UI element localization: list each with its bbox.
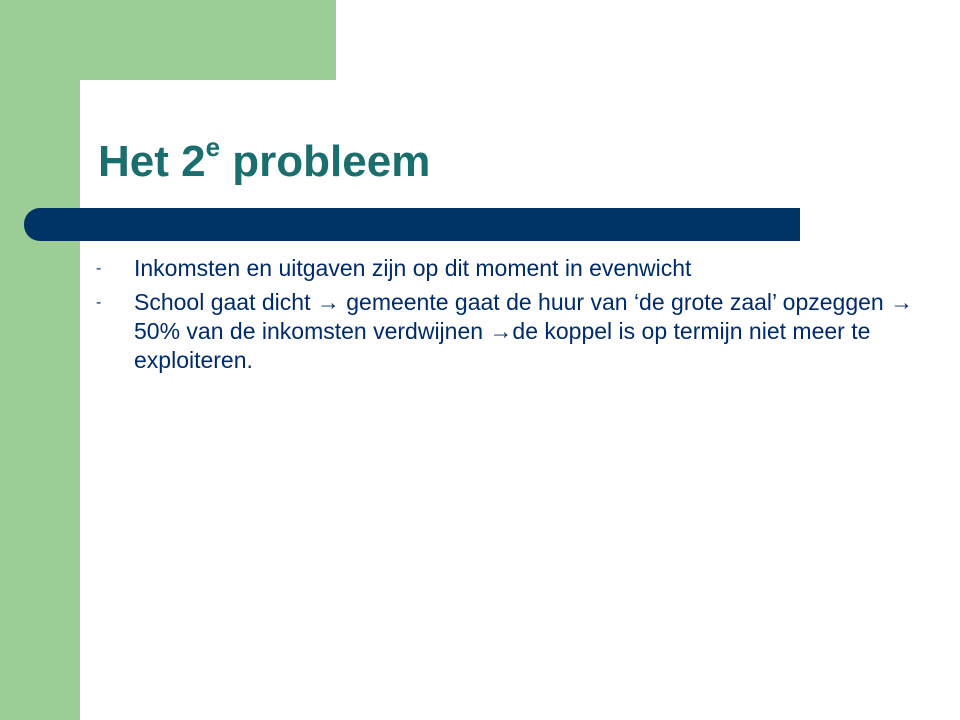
bullet-marker: - (96, 260, 102, 277)
bullet-marker: - (96, 294, 102, 311)
bullet-item-2 (96, 288, 916, 375)
bullet-text-part: School gaat dicht (134, 289, 317, 315)
arrow-right-icon: → (316, 289, 340, 315)
green-side-band (0, 0, 80, 720)
arrow-right-icon: → (890, 289, 914, 315)
bullet-text-part: 50% van de inkomsten verdwijnen (134, 318, 490, 344)
bullet-item-1 (96, 254, 916, 283)
bullet-list (96, 254, 916, 380)
slide-title-main: Het 2 (98, 137, 206, 186)
slide-title (98, 132, 430, 192)
slide-title-superscript: e (205, 132, 221, 163)
bullet-text-part: de koppel is op termijn niet meer te exploiteren. (134, 318, 871, 373)
rounded-corner (80, 80, 140, 140)
title-underline-bar (24, 208, 800, 241)
green-top-band (80, 0, 336, 80)
bullet-text-part: gemeente gaat de huur van ‘de grote zaal’ opzeggen (339, 289, 891, 315)
bullet-text: Inkomsten en uitgaven zijn op dit moment in evenwicht (134, 255, 692, 281)
slide-title-rest: probleem (220, 137, 431, 186)
arrow-right-icon: → (489, 318, 513, 344)
